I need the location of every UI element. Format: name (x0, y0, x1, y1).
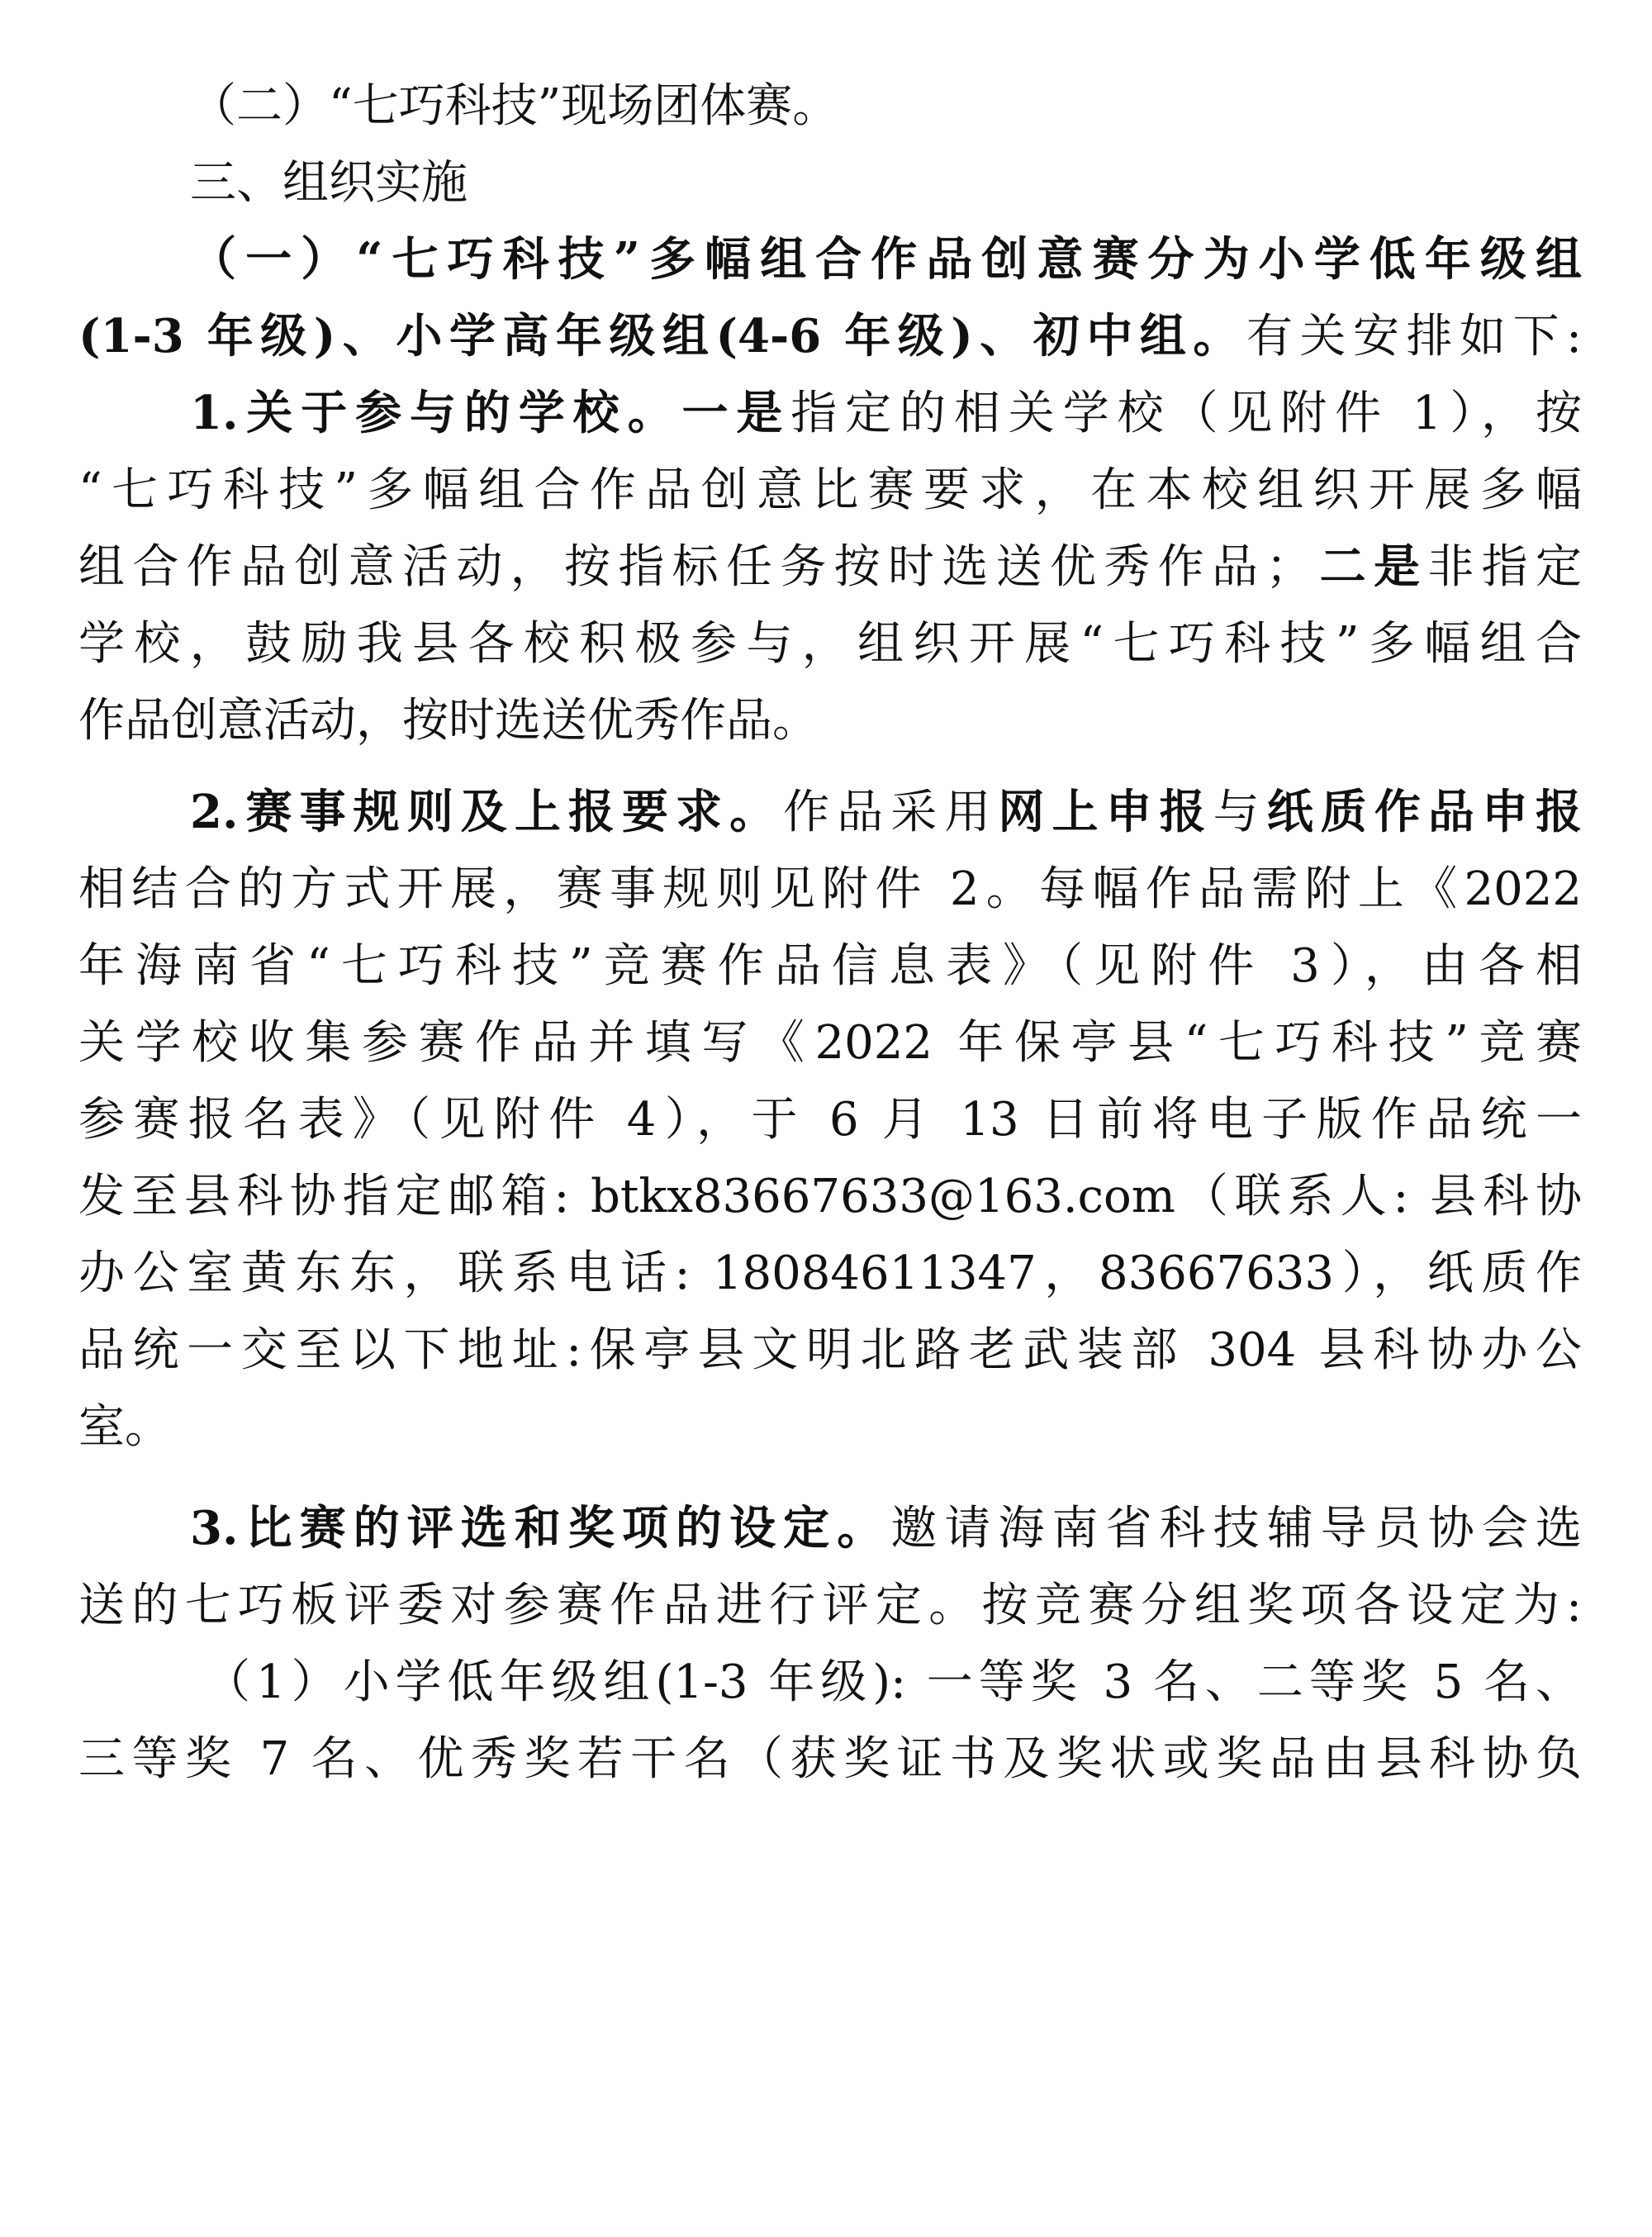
paragraph-line: 学校，鼓励我县各校积极参与，组织开展“七巧科技”多幅组合 (78, 617, 1582, 671)
document-body (78, 68, 1582, 1798)
paragraph-line (78, 1490, 1582, 1567)
bold-text: 2.赛事规则及上报要求。 (190, 785, 784, 839)
paragraph-line: 年海南省“七巧科技”竞赛作品信息表》（见附件 3），由各相 (78, 939, 1582, 993)
bold-text: 3.比赛的评选和奖项的设定。 (190, 1501, 891, 1555)
paragraph-line: 办公室黄东东，联系电话: 18084611347，83667633），纸质作 (78, 1247, 1582, 1300)
paragraph-line: （1）小学低年级组(1-3 年级): 一等奖 3 名、二等奖 5 名、 (204, 1655, 1582, 1709)
paragraph-line: 关学校收集参赛作品并填写《2022 年保亭县“七巧科技”竞赛 (78, 1016, 1582, 1070)
paragraph-text: 组合作品创意活动，按指标任务按时选送优秀作品； (78, 540, 1313, 594)
paragraph-text: 非指定 (1427, 540, 1582, 594)
paragraph-line (78, 375, 1582, 452)
paragraph-line: 品统一交至以下地址:保亭县文明北路老武装部 304 县科协办公 (78, 1323, 1582, 1377)
paragraph-line: （一）“七巧科技”多幅组合作品创意赛分为小学低年级组 (190, 232, 1582, 287)
bold-text: 1.关于参与的学校。 (190, 386, 682, 440)
paragraph-line (78, 774, 1582, 851)
bold-text: 一是 (681, 386, 791, 440)
paragraph-text: 邀请海南省科技辅导员协会选 (890, 1502, 1582, 1555)
bold-text: 纸质作品申报 (1266, 785, 1582, 839)
section-heading-organization: 三、组织实施 (190, 156, 468, 210)
bold-text: 网上申报 (998, 785, 1213, 839)
paragraph-text: 与 (1213, 786, 1267, 839)
sub-heading-team-contest: （二）“七巧科技”现场团体赛。 (190, 79, 839, 133)
bold-text: (1-3 年级)、小学高年级组(4-6 年级)、初中组。 (78, 309, 1246, 363)
paragraph-line: 相结合的方式开展，赛事规则见附件 2。每幅作品需附上《2022 (78, 862, 1582, 916)
paragraph-line: 室。 (78, 1400, 171, 1454)
paragraph-text: 有关安排如下: (1246, 310, 1582, 363)
paragraph-line: 参赛报名表》（见附件 4），于 6 月 13 日前将电子版作品统一 (78, 1093, 1582, 1147)
paragraph-line: 送的七巧板评委对参赛作品进行评定。按竞赛分组奖项各设定为: (78, 1579, 1582, 1632)
paragraph-line (78, 529, 1582, 606)
paragraph-line (78, 298, 1582, 375)
paragraph-line: 发至县科协指定邮箱: btkx83667633@163.com（联系人: 县科协 (78, 1170, 1582, 1223)
paragraph-text: 作品采用 (783, 786, 999, 839)
paragraph-line: 作品创意活动，按时选送优秀作品。 (78, 694, 819, 748)
paragraph-line: 三等奖 7 名、优秀奖若干名（获奖证书及奖状或奖品由县科协负 (78, 1732, 1582, 1786)
paragraph-text: 指定的相关学校（见附件 1），按 (790, 387, 1582, 440)
paragraph-line: “七巧科技”多幅组合作品创意比赛要求，在本校组织开展多幅 (78, 463, 1582, 517)
bold-text: 二是 (1312, 539, 1428, 594)
